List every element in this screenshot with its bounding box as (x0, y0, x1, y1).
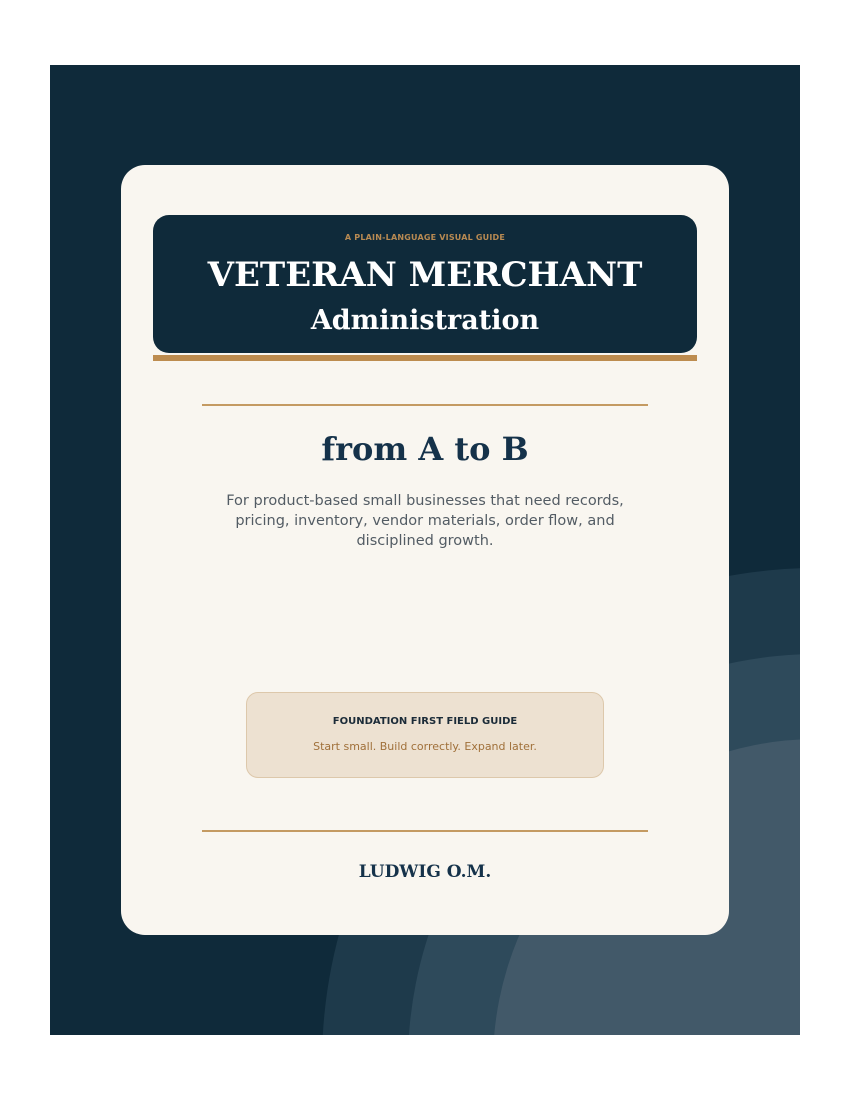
subtitle: Administration (310, 305, 540, 336)
main-title: VETERAN MERCHANT (207, 255, 643, 295)
headline: from A to B (321, 430, 529, 468)
title-banner (153, 215, 697, 353)
cover-card (121, 165, 729, 935)
divider-bottom (202, 830, 648, 832)
badge-tagline: Start small. Build correctly. Expand later. (313, 740, 537, 753)
kicker-text: A PLAIN-LANGUAGE VISUAL GUIDE (344, 233, 506, 242)
description: For product-based small businesses that need records, pricing, inventory, vendor materials, order flow, and disciplined growth. (226, 493, 624, 549)
gold-underline-bar (153, 355, 697, 361)
badge-title: FOUNDATION FIRST FIELD GUIDE (332, 716, 518, 727)
divider-top (202, 404, 648, 406)
author-name: LUDWIG O.M. (358, 862, 492, 882)
field-guide-badge (246, 692, 604, 778)
